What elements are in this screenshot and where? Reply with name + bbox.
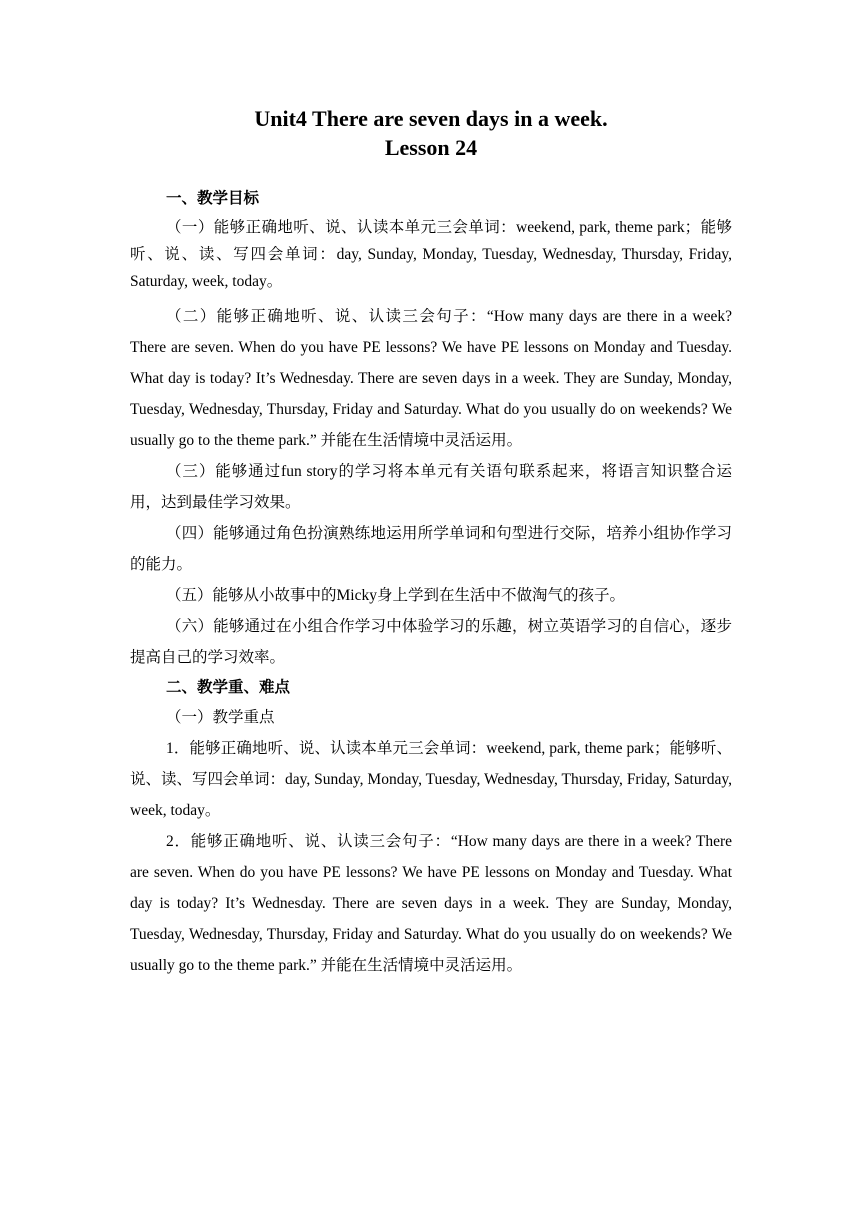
objective-paragraph: （一）能够正确地听、说、认读本单元三会单词：weekend, park, theme park；能够听、说、读、写四会单词：day, Sunday, Monday, Tuesday, Wednesday, Thursday, Friday, Saturday, week, today。 — [130, 219, 732, 290]
objective-paragraph: （三）能够通过fun story的学习将本单元有关语句联系起来，将语言知识整合运用，达到最佳学习效果。 — [130, 463, 732, 511]
objective-paragraph: （四）能够通过角色扮演熟练地运用所学单词和句型进行交际，培养小组协作学习的能力。 — [130, 525, 732, 573]
document-title-line2: Lesson 24 — [384, 135, 478, 160]
objective-paragraph: （六）能够通过在小组合作学习中体验学习的乐趣，树立英语学习的自信心，逐步提高自己的学习效率。 — [130, 618, 732, 666]
title-spacer — [130, 162, 732, 184]
key-point-paragraph: 1．能够正确地听、说、认读本单元三会单词：weekend, park, theme park；能够听、说、读、写四会单词：day, Sunday, Monday, Tuesday, Wednesday, Thursday, Friday, Saturday, week, today。 — [130, 740, 732, 819]
section-key-points — [130, 673, 732, 981]
document-body — [130, 104, 732, 981]
subsection-heading: （一）教学重点 — [166, 709, 275, 726]
document-title-line1: Unit4 There are seven days in a week. — [254, 106, 608, 131]
objective-paragraph: （二）能够正确地听、说、认读三会句子：“How many days are there in a week? There are seven. When do you have PE lessons? We have PE lessons on Monday and Tuesday. What day is today? It’s Wednesday. There are seven days in a week. They are Sunday, Monday, Tuesday, Wednesday, Thursday, Friday and Saturday. What do you usually do on weekends? We usually go to the theme park.” 并能在生活情境中灵活运用。 — [130, 308, 732, 449]
objective-paragraph: （五）能够从小故事中的Micky身上学到在生活中不做淘气的孩子。 — [166, 587, 625, 604]
section-teaching-objectives — [130, 184, 732, 673]
key-point-paragraph: 2．能够正确地听、说、认读三会句子：“How many days are there in a week? There are seven. When do you have PE lessons? We have PE lessons on Monday and Tuesday. What day is today? It’s Wednesday. There are seven days in a week. They are Sunday, Monday, Tuesday, Wednesday, Thursday, Friday and Saturday. What do you usually do on weekends? We usually go to the theme park.” 并能在生活情境中灵活运用。 — [130, 833, 732, 974]
section-heading: 一、教学目标 — [166, 190, 260, 207]
section-heading: 二、教学重、难点 — [166, 679, 291, 696]
